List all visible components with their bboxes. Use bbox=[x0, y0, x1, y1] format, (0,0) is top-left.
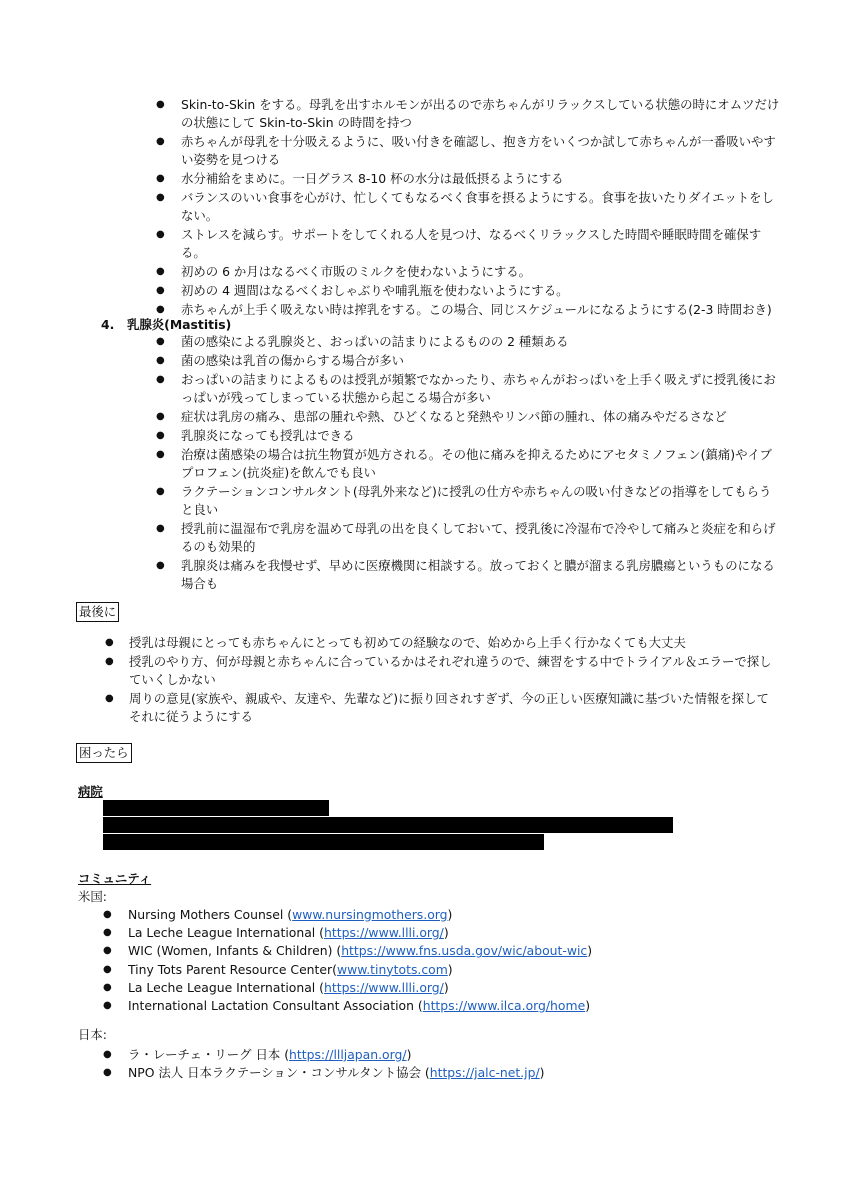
redacted-block bbox=[103, 817, 673, 833]
resource-close: ) bbox=[443, 925, 449, 941]
resource-link[interactable]: www.tinytots.com bbox=[336, 961, 448, 977]
list-item-text: 授乳は母親にとっても赤ちゃんにとっても初めての経験なので、始めから上手く行かなくても大丈夫 bbox=[129, 635, 686, 650]
bullet-icon: ● bbox=[156, 336, 165, 347]
redacted-block bbox=[103, 834, 544, 850]
list-item bbox=[103, 906, 778, 924]
section-title: 乳腺炎(Mastitis) bbox=[127, 317, 232, 332]
resource-close: ) bbox=[406, 1047, 412, 1062]
resource-link[interactable]: https://jalc-net.jp/ bbox=[429, 1065, 540, 1081]
resource-close: ) bbox=[585, 998, 591, 1014]
bullet-icon: ● bbox=[103, 1067, 112, 1079]
resource-name: La Leche League International ( bbox=[128, 925, 325, 941]
bullet-icon: ● bbox=[156, 355, 165, 366]
list-item-text: 赤ちゃんが上手く吸えない時は搾乳をする。この場合、同じスケジュールになるようにする(2-3 時間おき) bbox=[181, 302, 772, 317]
hospital-heading: 病院 bbox=[78, 784, 103, 799]
list-item bbox=[105, 634, 779, 652]
list-item bbox=[103, 997, 778, 1015]
bullet-icon: ● bbox=[156, 173, 165, 184]
bullet-icon: ● bbox=[103, 1000, 112, 1012]
conclusion-heading: 最後に bbox=[76, 602, 119, 622]
list-item bbox=[103, 942, 778, 960]
bullet-icon: ● bbox=[156, 266, 165, 277]
bullet-icon: ● bbox=[103, 909, 112, 920]
resource-close: ) bbox=[587, 943, 593, 959]
list-item bbox=[103, 1064, 778, 1082]
list-item bbox=[103, 979, 778, 997]
list-item bbox=[156, 446, 781, 482]
resource-link[interactable]: https://www.ilca.org/home bbox=[422, 998, 586, 1014]
resource-name: Tiny Tots Parent Resource Center( bbox=[128, 961, 337, 977]
list-item-text: ストレスを減らす。サポートをしてくれる人を見つけ、なるべくリラックスした時間や睡眠時間を確保する。 bbox=[181, 227, 762, 260]
list-item bbox=[156, 133, 781, 169]
mastitis-list bbox=[156, 333, 781, 594]
bullet-icon: ● bbox=[103, 1049, 112, 1060]
list-item bbox=[156, 189, 781, 225]
list-item bbox=[156, 483, 781, 519]
list-item bbox=[156, 427, 781, 445]
list-item-text: ラクテーションコンサルタント(母乳外来など)に授乳の仕方や赤ちゃんの吸い付きなどの指導をしてもらうと良い bbox=[181, 484, 772, 517]
resource-name: La Leche League International ( bbox=[128, 979, 325, 995]
bullet-icon: ● bbox=[103, 945, 112, 957]
bullet-icon: ● bbox=[156, 99, 165, 110]
jp-label: 日本: bbox=[78, 1027, 107, 1042]
resource-link[interactable]: https://www.llli.org/ bbox=[324, 979, 444, 995]
list-item bbox=[156, 170, 781, 188]
list-item bbox=[105, 690, 779, 726]
list-item-text: 赤ちゃんが母乳を十分吸えるように、吸い付きを確認し、抱き方をいくつか試して赤ちゃんが一番吸いやすい姿勢を見つける bbox=[181, 134, 776, 167]
list-item bbox=[156, 226, 781, 262]
help-heading: 困ったら bbox=[76, 743, 132, 763]
list-item-text: 菌の感染による乳腺炎と、おっぱいの詰まりによるものの 2 種類ある bbox=[181, 334, 569, 349]
bullet-icon: ● bbox=[103, 963, 112, 975]
tips-list bbox=[156, 96, 781, 320]
list-item bbox=[156, 557, 781, 593]
resource-close: ) bbox=[443, 979, 449, 995]
bullet-icon: ● bbox=[156, 411, 165, 422]
bullet-icon: ● bbox=[156, 523, 165, 534]
list-item-text: 授乳のやり方、何が母親と赤ちゃんに合っているかはそれぞれ違うので、練習をする中でトライアル＆エラーで探していくしかない bbox=[129, 654, 772, 687]
list-item bbox=[156, 520, 781, 556]
list-item-text: バランスのいい食事を心がけ、忙しくてもなるべく食事を摂るようにする。食事を抜いたりダイエットをしない。 bbox=[181, 190, 774, 223]
bullet-icon: ● bbox=[156, 192, 165, 203]
bullet-icon: ● bbox=[156, 229, 165, 240]
conclusion-list bbox=[105, 634, 779, 727]
jp-resource-list bbox=[103, 1046, 778, 1082]
resource-close: ) bbox=[447, 961, 453, 977]
list-item-text: おっぱいの詰まりによるものは授乳が頻繁でなかったり、赤ちゃんがおっぱいを上手く吸えずに授乳後におっぱいが残ってしまっている状態から起こる場合が多い bbox=[181, 372, 776, 405]
list-item bbox=[156, 282, 781, 300]
list-item bbox=[156, 301, 781, 319]
list-item-text: Skin-to-Skin をする。母乳を出すホルモンが出るので赤ちゃんがリラックスしている状態の時にオムツだけの状態にして Skin-to-Skin の時間を持つ bbox=[181, 97, 780, 130]
list-item-text: 乳腺炎は痛みを我慢せず、早めに医療機関に相談する。放っておくと膿が溜まる乳房膿瘍というものになる場合も bbox=[181, 558, 775, 591]
resource-close: ) bbox=[447, 907, 453, 922]
list-item-text: 水分補給をまめに。一日グラス 8-10 杯の水分は最低摂るようにする bbox=[181, 171, 564, 186]
resource-close: ) bbox=[539, 1065, 545, 1081]
list-item bbox=[103, 1046, 778, 1064]
bullet-icon: ● bbox=[105, 637, 114, 648]
bullet-icon: ● bbox=[103, 927, 112, 939]
list-item-text: 治療は菌感染の場合は抗生物質が処方される。その他に痛みを抑えるためにアセタミノフェン(鎮痛)やイブプロフェン(抗炎症)を飲んでも良い bbox=[181, 447, 772, 480]
resource-name: NPO 法人 日本ラクテーション・コンサルタント協会 ( bbox=[128, 1065, 430, 1081]
list-item bbox=[156, 96, 781, 132]
bullet-icon: ● bbox=[156, 136, 165, 147]
list-item bbox=[103, 924, 778, 942]
resource-link[interactable]: www.nursingmothers.org bbox=[292, 907, 448, 922]
us-resource-list bbox=[103, 906, 778, 1015]
resource-name: International Lactation Consultant Association ( bbox=[128, 998, 423, 1014]
bullet-icon: ● bbox=[156, 430, 165, 441]
us-label: 米国: bbox=[78, 889, 107, 904]
bullet-icon: ● bbox=[156, 374, 165, 385]
resource-link[interactable]: https://llljapan.org/ bbox=[289, 1047, 407, 1062]
bullet-icon: ● bbox=[156, 285, 165, 296]
bullet-icon: ● bbox=[156, 304, 165, 315]
list-item-text: 菌の感染は乳首の傷からする場合が多い bbox=[181, 353, 405, 368]
bullet-icon: ● bbox=[103, 981, 112, 993]
list-item-text: 症状は乳房の痛み、患部の腫れや熱、ひどくなると発熱やリンパ節の腫れ、体の痛みやだるさなど bbox=[181, 409, 727, 424]
community-heading: コミュニティ bbox=[78, 871, 152, 886]
list-item bbox=[156, 333, 781, 351]
resource-link[interactable]: https://www.llli.org/ bbox=[324, 925, 444, 941]
section-number: 4. bbox=[101, 317, 115, 332]
bullet-icon: ● bbox=[156, 486, 165, 497]
list-item bbox=[156, 408, 781, 426]
list-item bbox=[156, 263, 781, 281]
list-item bbox=[103, 961, 778, 979]
resource-name: Nursing Mothers Counsel ( bbox=[128, 907, 293, 922]
bullet-icon: ● bbox=[156, 449, 165, 460]
bullet-icon: ● bbox=[156, 560, 165, 571]
resource-link[interactable]: https://www.fns.usda.gov/wic/about-wic bbox=[341, 943, 588, 959]
list-item-text: 乳腺炎になっても授乳はできる bbox=[181, 428, 355, 443]
list-item bbox=[105, 653, 779, 689]
bullet-icon: ● bbox=[105, 693, 114, 704]
list-item bbox=[156, 352, 781, 370]
list-item bbox=[156, 371, 781, 407]
resource-name: WIC (Women, Infants & Children) ( bbox=[128, 943, 342, 959]
resource-name: ラ・レーチェ・リーグ 日本 ( bbox=[128, 1047, 290, 1062]
redacted-block bbox=[103, 800, 329, 816]
bullet-icon: ● bbox=[105, 656, 114, 667]
list-item-text: 授乳前に温湿布で乳房を温めて母乳の出を良くしておいて、授乳後に冷湿布で冷やして痛みと炎症を和らげるのも効果的 bbox=[181, 521, 776, 554]
list-item-text: 初めの 4 週間はなるべくおしゃぶりや哺乳瓶を使わないようにする。 bbox=[181, 283, 569, 298]
list-item-text: 周りの意見(家族や、親戚や、友達や、先輩など)に振り回されすぎず、今の正しい医療知識に基づいた情報を探してそれに従うようにする bbox=[129, 691, 769, 724]
list-item-text: 初めの 6 か月はなるべく市販のミルクを使わないようにする。 bbox=[181, 264, 532, 279]
